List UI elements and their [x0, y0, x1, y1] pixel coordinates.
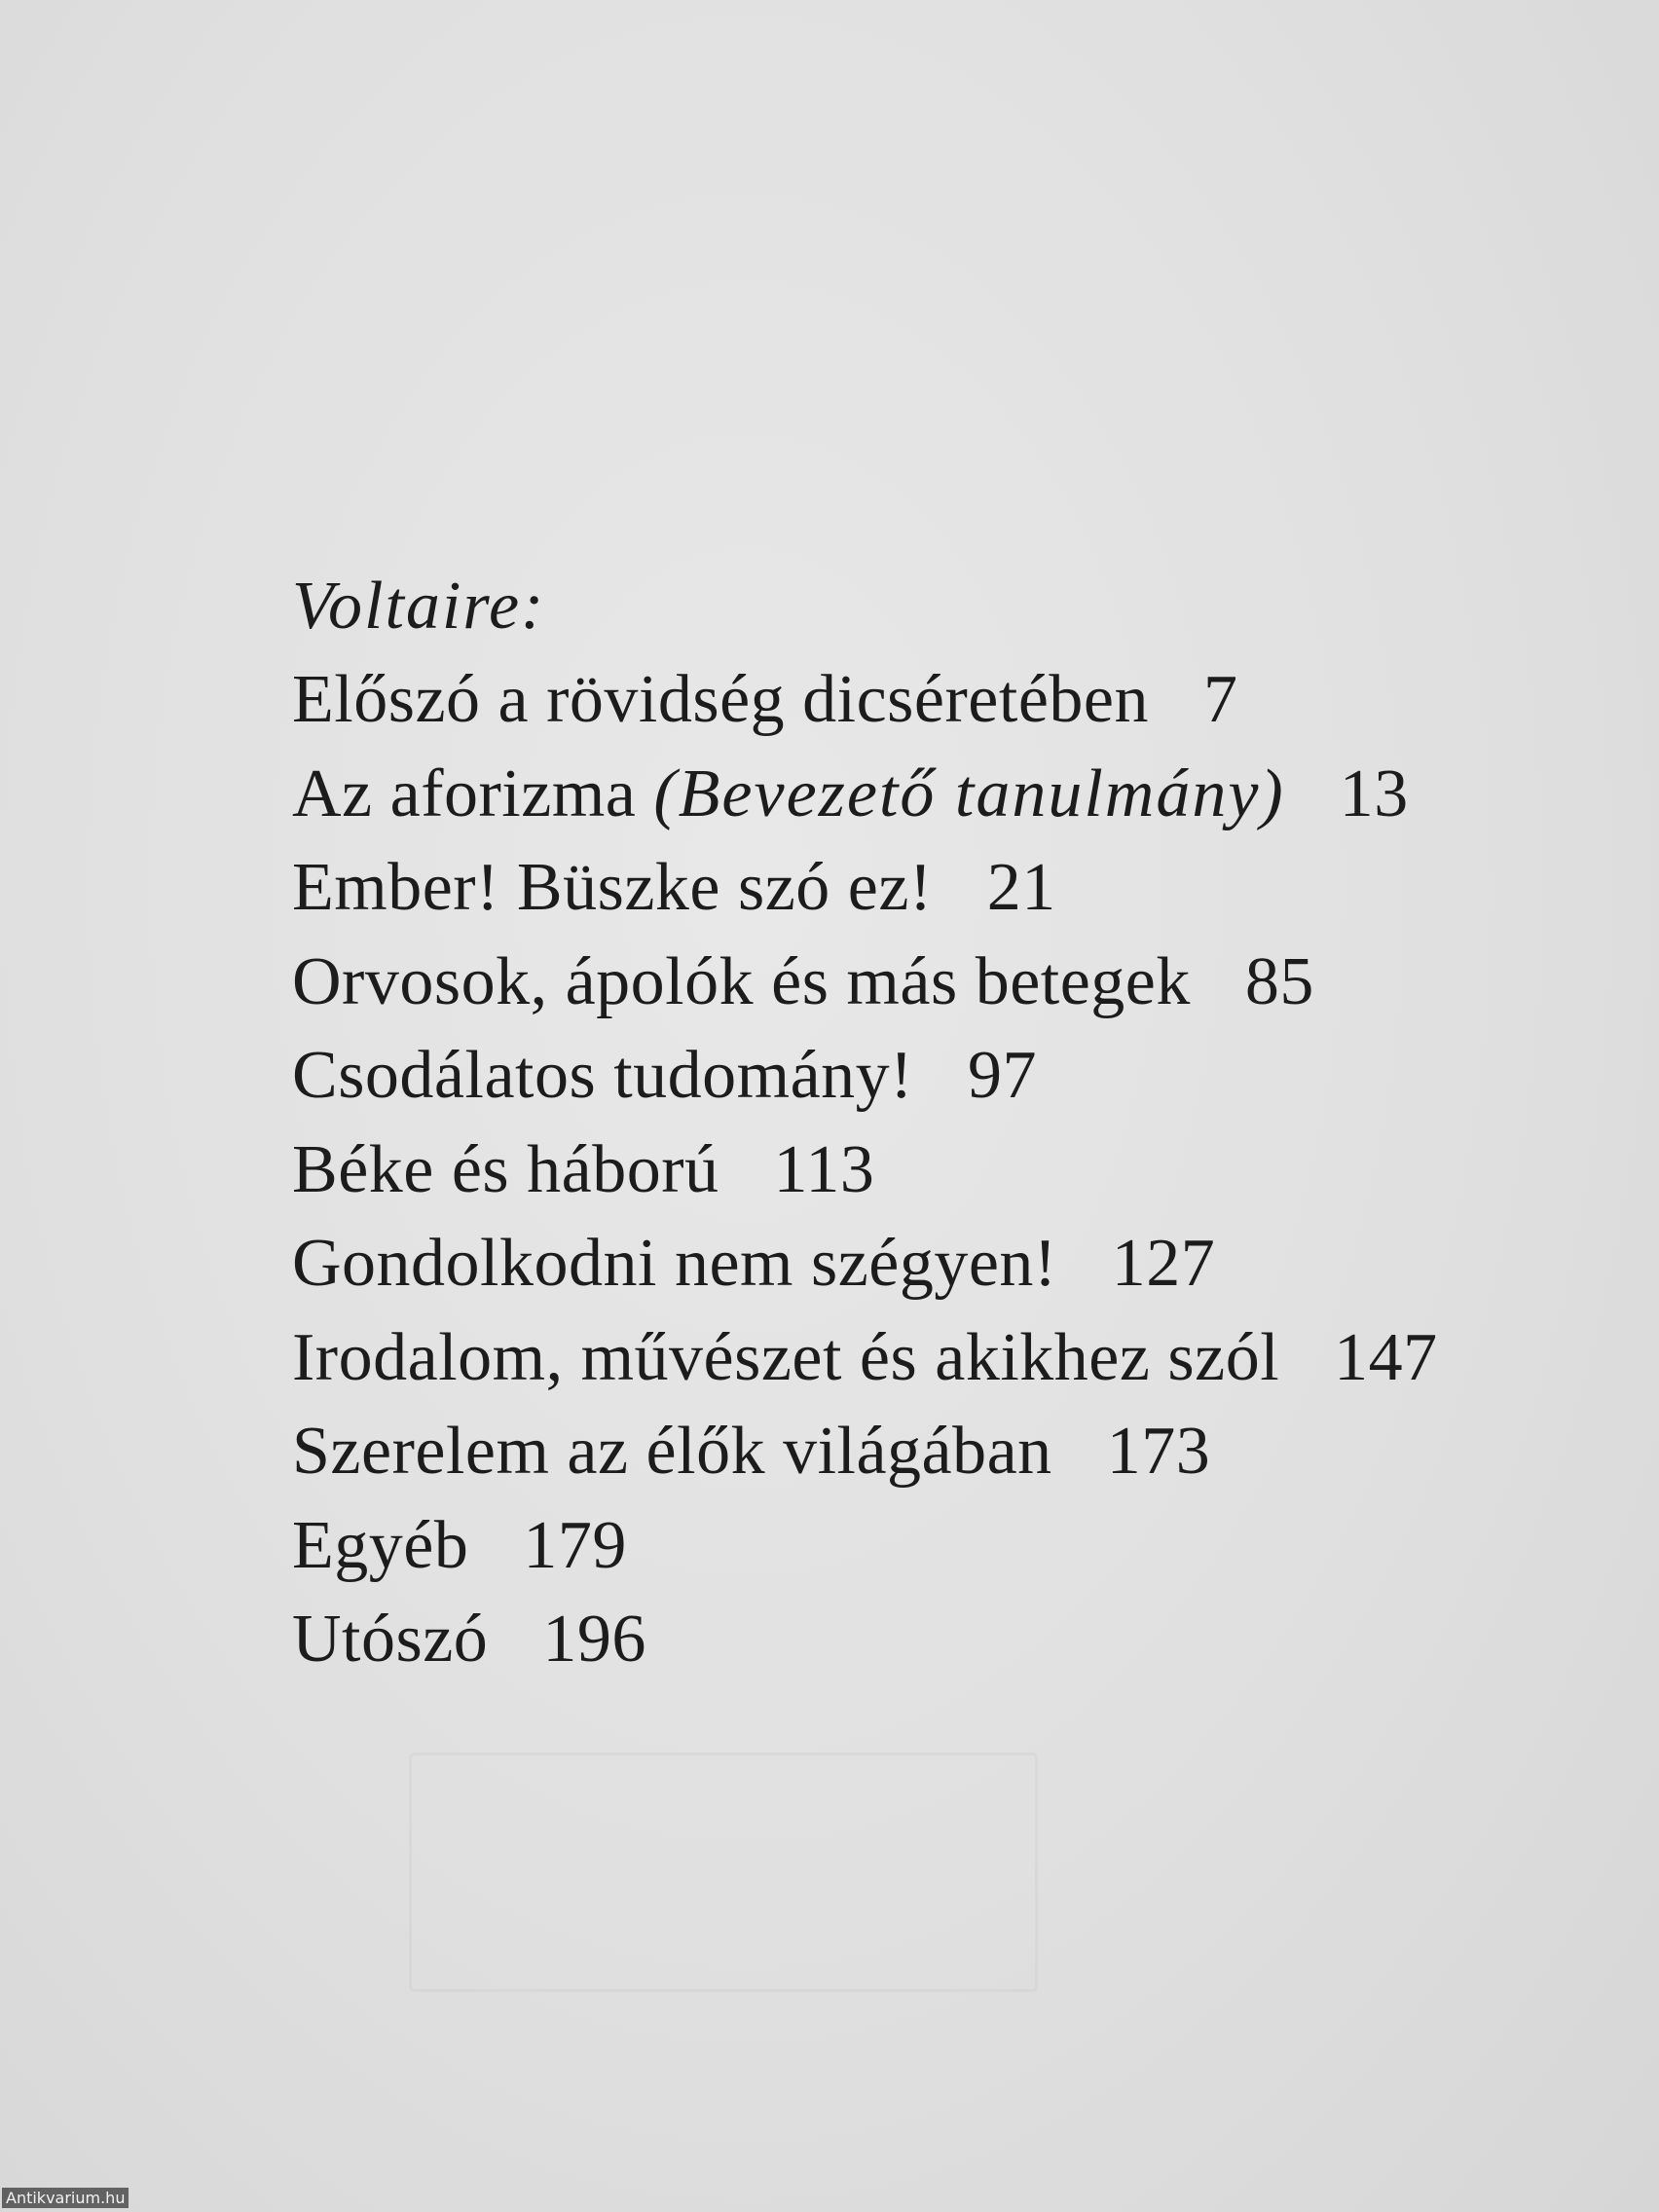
toc-entry-page: 7: [1202, 662, 1238, 737]
toc-entry: [292, 1124, 1636, 1218]
toc-entry-page: 173: [1106, 1414, 1211, 1489]
toc-entry-title: Egyéb: [292, 1507, 469, 1583]
toc-entry-page: 147: [1334, 1319, 1438, 1395]
author-heading: Voltaire:: [292, 569, 546, 644]
toc-entry-title: Az aforizma: [292, 756, 654, 831]
toc-entry: [292, 748, 1636, 842]
toc-entry: [292, 1593, 1636, 1687]
toc-entry: [292, 936, 1636, 1030]
source-watermark: Antikvarium.hu: [2, 2188, 129, 2208]
toc-entry-title: Utószó: [292, 1602, 489, 1677]
toc-entry-title: Orvosok, ápolók és más betegek: [292, 943, 1191, 1019]
show-through-stamp: [409, 1752, 1038, 1992]
toc-entry-page: 13: [1339, 756, 1409, 831]
toc-entry-page: 196: [542, 1602, 646, 1677]
toc-entry-page: 97: [967, 1038, 1037, 1113]
toc-entry: [292, 653, 1636, 748]
toc-entry-title: Szerelem az élők világában: [292, 1414, 1052, 1489]
toc-entry: [292, 841, 1636, 936]
toc-entry-page: 85: [1244, 943, 1314, 1019]
toc-entries: [292, 653, 1636, 1687]
toc-entry-page: 127: [1111, 1226, 1216, 1301]
toc-entry: [292, 1405, 1636, 1499]
toc-entry-page: 179: [523, 1507, 627, 1583]
toc-entry-subtitle: (Bevezető tanulmány): [653, 756, 1285, 831]
toc-entry: [292, 1311, 1636, 1406]
toc-entry-title: Irodalom, művészet és akikhez szól: [292, 1319, 1280, 1395]
toc-entry-page: 113: [773, 1131, 875, 1207]
toc-entry-title: Előszó a rövidség dicséretében: [292, 662, 1149, 737]
toc-entry-title: Gondolkodni nem szégyen!: [292, 1226, 1057, 1301]
toc-entry-page: 21: [986, 850, 1056, 925]
table-of-contents: [292, 560, 1636, 1687]
toc-entry: [292, 1499, 1636, 1594]
toc-entry-title: Ember! Büszke szó ez!: [292, 850, 933, 925]
toc-entry: [292, 1029, 1636, 1124]
toc-entry: [292, 1217, 1636, 1311]
toc-entry-title: Csodálatos tudomány!: [292, 1038, 913, 1113]
toc-entry-title: Béke és háború: [292, 1131, 719, 1207]
